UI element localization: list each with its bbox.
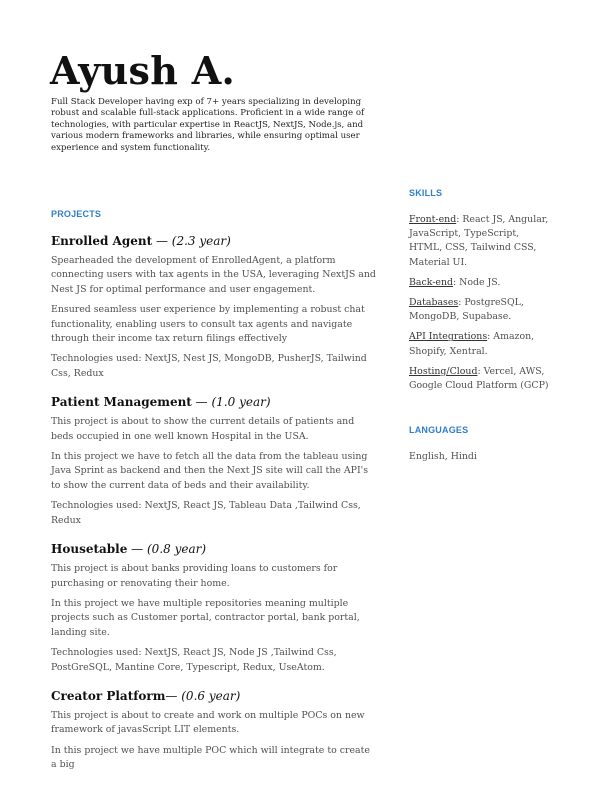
skill-item [409,330,554,358]
skill-category: Hosting/Cloud [409,365,478,377]
project-name: Creator Platform [51,688,166,703]
project-description: In this project we have multiple repositories meaning multiple projects such as Customer portal, contractor portal, bank portal, landing site. [51,597,360,638]
project-description: This project is about to show the current details of patients and beds occupied in one well known Hospital in the USA. [51,416,355,442]
skill-values: : React JS, Angular, JavaScript, TypeScript, HTML, CSS, Tailwind CSS, Material UI. [409,214,549,268]
project-separator: — [127,542,147,557]
project-duration: (0.8 year) [147,542,207,557]
project-title [51,233,376,249]
project-technologies: Technologies used: NextJS, React JS, Tableau Data ,Tailwind Css, Redux [51,500,361,526]
project-separator: — [191,395,212,410]
languages-list [409,450,554,470]
project-technologies: Technologies used: NextJS, React JS, Node JS ,Tailwind Css, PostGreSQL, Mantine Core, Typescript, Redux, UseAtom. [51,647,337,673]
skills-heading: SKILLS [409,188,443,198]
skill-item [409,213,554,270]
projects-heading: PROJECTS [51,209,102,219]
skill-item [409,365,554,393]
project-housetable [51,541,376,675]
skill-category: API Integrations [409,331,488,343]
project-title [51,541,376,557]
skill-values: : PostgreSQL, MongoDB, Supabase. [409,297,524,323]
project-name: Enrolled Agent [51,234,153,248]
skill-values: : Vercel, AWS, Google Cloud Platform (GCP) [409,365,549,392]
project-technologies: Technologies used: NextJS, Nest JS, MongoDB, PusherJS, Tailwind Css, Redux [51,353,367,379]
project-duration: (0.6 year) [181,688,241,703]
candidate-name: Ayush A. [50,48,236,93]
project-description: This project is about to create and work on multiple POCs on new framework of javasScript LIT elements. [51,709,365,736]
skill-category: Back-end [409,276,453,288]
skill-category: Databases [409,297,459,309]
projects-section [51,233,376,786]
project-separator: — [165,688,182,703]
project-description: Ensured seamless user experience by implementing a robust chat functionality, enabling users to consult tax agents and navigate through their income tax return filings effectively [51,304,365,345]
skill-category: Front-end [409,214,457,225]
project-creator-platform [51,688,376,773]
project-title [51,688,376,704]
skill-values: : Node JS. [453,276,501,288]
project-separator: — [152,234,172,248]
project-duration: (1.0 year) [211,395,271,410]
project-name: Patient Management [51,395,192,410]
profile-summary: Full Stack Developer having exp of 7+ years specializing in developing robust and scalable full-stack applications. Proficient in a wide range of technologies, with particular expertise in ReactJS, NextJS, Node.js, and various modern frameworks and libraries, while ensuring optimal user experience and system functionality. [51,97,365,153]
project-enrolled-agent [51,233,376,381]
project-description: In this project we have to fetch all the data from the tableau using Java Sprint as backend and then the Next JS site will call the API's to show the current data of beds and their availability. [51,451,369,491]
languages-value: English, Hindi [409,451,477,462]
project-description: In this project we have multiple POC which will integrate to create a big [51,744,370,771]
skill-values: : Amazon, Shopify, Xentral. [409,331,535,357]
project-patient-management [51,394,376,528]
project-title [51,394,376,410]
project-duration: (2.3 year) [171,234,231,248]
project-name: Housetable [51,542,128,557]
skills-list [409,213,554,399]
project-description: This project is about banks providing loans to customers for purchasing or renovating their home. [51,563,338,589]
skill-item [409,276,554,290]
skill-item [409,296,554,324]
languages-heading: LANGUAGES [409,425,469,435]
project-description: Spearheaded the development of EnrolledAgent, a platform connecting users with tax agents in the USA, leveraging NextJS and Nest JS for optimal performance and user engagement. [51,255,376,295]
